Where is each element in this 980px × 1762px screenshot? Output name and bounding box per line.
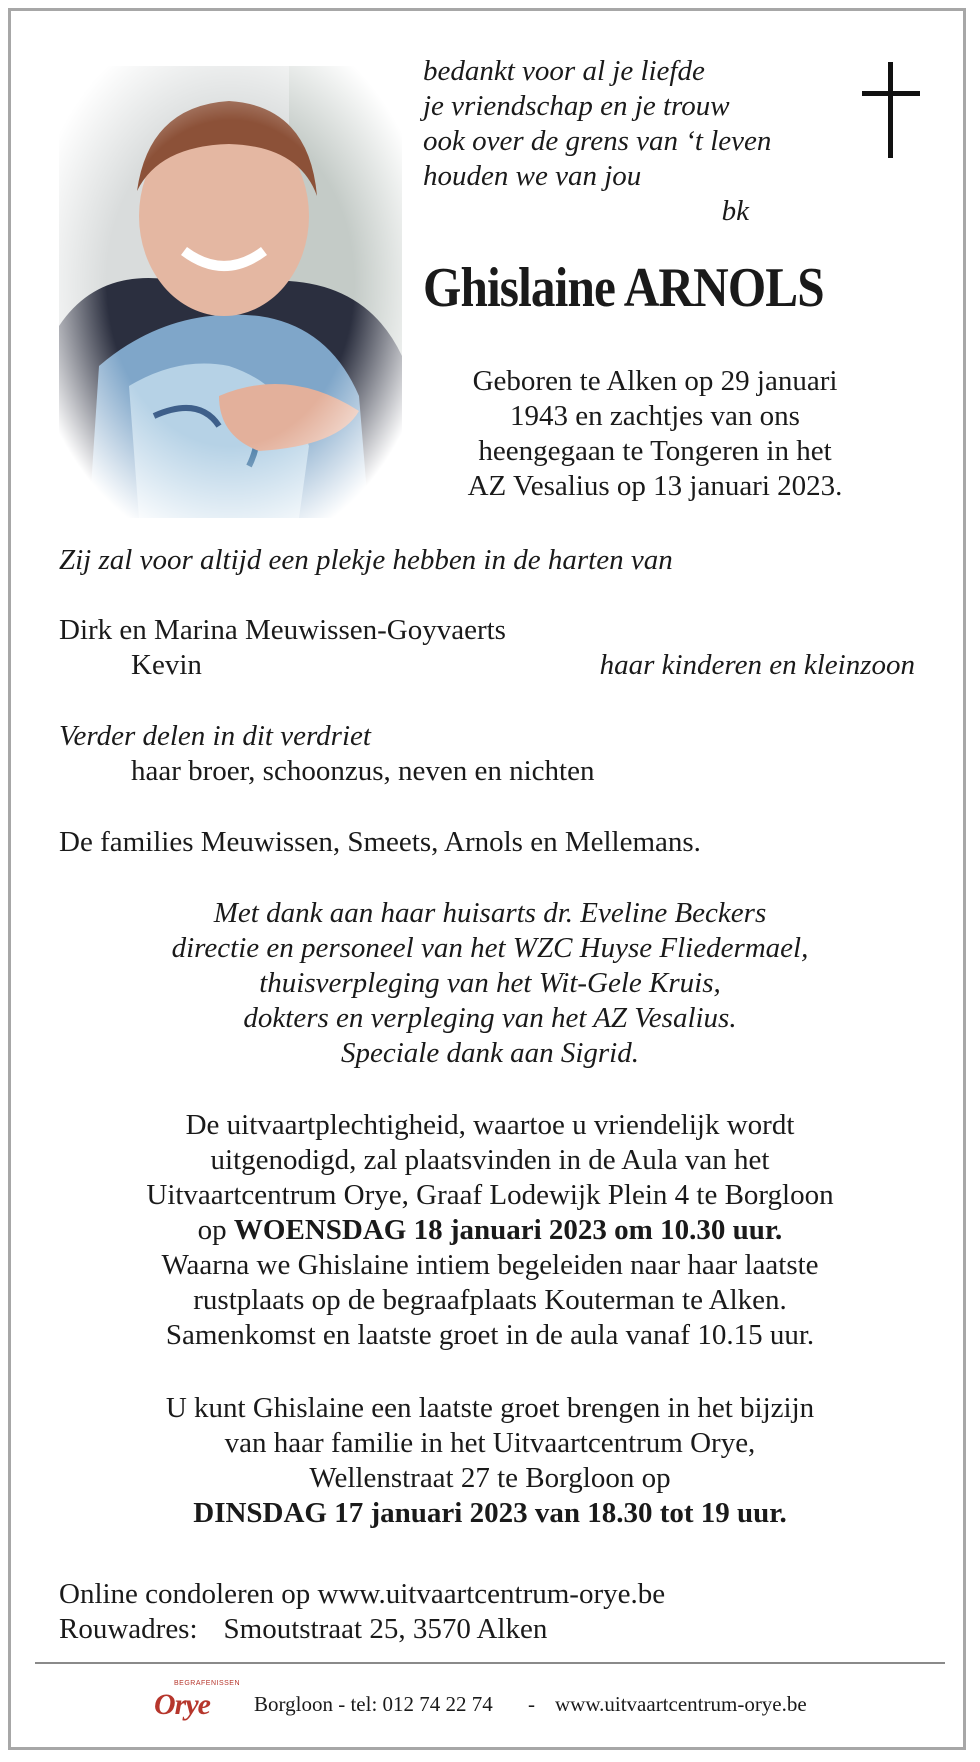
poem-line: ook over de grens van ‘t leven (423, 125, 772, 157)
thanks-line: directie en personeel van het WZC Huyse Fliedermael, (171, 932, 809, 964)
hearts-intro: Zij zal voor altijd een plekje hebben in de harten van (59, 544, 673, 576)
mourning-address (59, 1612, 547, 1647)
portrait-photo (59, 66, 402, 518)
thanks-line: dokters en verpleging van het AZ Vesalius. (243, 1002, 737, 1034)
relatives: haar broer, schoonzus, neven en nichten (131, 755, 595, 787)
poem-line: je vriendschap en je trouw (423, 90, 730, 122)
logo-subtitle: BEGRAFENISSEN (174, 1680, 241, 1687)
ceremony-date-prefix: op (197, 1214, 234, 1246)
visitation-date: DINSDAG 17 januari 2023 van 18.30 tot 19 uur. (193, 1497, 787, 1529)
birth-line: Geboren te Alken op 29 januari (472, 365, 838, 397)
ceremony-line: Samenkomst en laatste groet in de aula vanaf 10.15 uur. (165, 1319, 815, 1351)
deceased-name: Ghislaine ARNOLS (423, 257, 824, 319)
poem (423, 54, 772, 229)
address-label: Rouwadres: (59, 1613, 198, 1645)
footer (0, 1680, 980, 1720)
cross-icon (862, 62, 920, 158)
poem-line: houden we van jou (423, 160, 642, 192)
grandson-name: Kevin (131, 649, 202, 681)
families-line: De families Meuwissen, Smeets, Arnols en Mellemans. (59, 826, 701, 858)
ceremony-line: rustplaats op de begraafplaats Kouterman te Alken. (193, 1284, 787, 1316)
ceremony-date-line (40, 1213, 940, 1248)
thanks-line: thuisverpleging van het Wit-Gele Kruis, (259, 967, 721, 999)
family-relation: haar kinderen en kleinzoon (599, 649, 915, 681)
visitation-line: van haar familie in het Uitvaartcentrum Orye, (224, 1427, 756, 1459)
ceremony-line: Waarna we Ghislaine intiem begeleiden naar haar laatste (161, 1249, 819, 1281)
footer-divider (35, 1662, 945, 1664)
ceremony-line: uitgenodigd, zal plaatsvinden in de Aula van het (210, 1144, 770, 1176)
logo-wordmark: Orye (154, 1688, 210, 1721)
children-names: Dirk en Marina Meuwissen-Goyvaerts (59, 614, 506, 646)
address-value: Smoutstraat 25, 3570 Alken (223, 1613, 548, 1645)
birth-details (420, 364, 890, 504)
ceremony-line: Uitvaartcentrum Orye, Graaf Lodewijk Plein 4 te Borgloon (146, 1179, 834, 1211)
footer-contact: Borgloon - tel: 012 74 22 74 (254, 1692, 493, 1716)
thanks-line: Met dank aan haar huisarts dr. Eveline Beckers (213, 897, 767, 929)
ceremony-line: De uitvaartplechtigheid, waartoe u vriendelijk wordt (185, 1109, 795, 1141)
ceremony-date: WOENSDAG 18 januari 2023 om 10.30 uur. (233, 1214, 783, 1246)
poem-line: bedankt voor al je liefde (423, 55, 705, 87)
sorrow-intro: Verder delen in dit verdriet (59, 720, 371, 752)
orye-logo (154, 1680, 241, 1721)
birth-line: AZ Vesalius op 13 januari 2023. (467, 470, 843, 502)
birth-line: 1943 en zachtjes van ons (510, 400, 800, 432)
thanks-section (40, 896, 940, 1071)
visitation-line: U kunt Ghislaine een laatste groet brengen in het bijzijn (165, 1392, 815, 1424)
thanks-line: Speciale dank aan Sigrid. (340, 1037, 639, 1069)
ceremony-section (40, 1108, 940, 1353)
birth-line: heengegaan te Tongeren in het (478, 435, 832, 467)
visitation-section (40, 1391, 940, 1531)
footer-separator: - (528, 1692, 535, 1716)
visitation-line: Wellenstraat 27 te Borgloon op (309, 1462, 671, 1494)
footer-website: www.uitvaartcentrum-orye.be (555, 1692, 807, 1716)
online-condolences: Online condoleren op www.uitvaartcentrum-orye.be (59, 1578, 666, 1610)
poem-signature: bk (721, 195, 749, 227)
